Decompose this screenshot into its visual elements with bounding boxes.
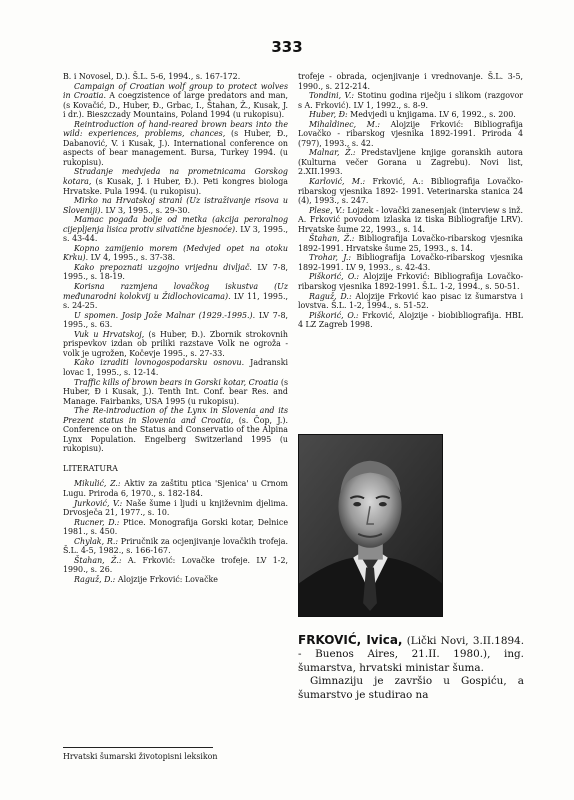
left-column <box>63 72 288 584</box>
reference-details: Stotinu godina riječju i slikom (razgovor s A. Frković). LV 1, 1992., s. 8-9. <box>298 91 523 110</box>
reference-details: A coegzistence of large predators and man, (s Kovačić, D., Huber, Đ., Grbac, I., Štahan, Ž., Kusak, J. i dr.). Bieszczady Mountains, Poland 1994 (u rukopisu). <box>63 91 288 120</box>
reference-details: Alojzije Frković: Bibliografija Lovačko-ribarskog vjesnika 1892-1991. Š.L. 1-2, 1994., s. 50-51. <box>298 272 523 292</box>
reference-entry <box>63 167 288 196</box>
reference-entry <box>63 358 288 377</box>
reference-entry <box>63 556 288 575</box>
reference-entry <box>63 518 288 537</box>
reference-entry <box>63 72 288 82</box>
reference-title: Mamac pogađa bolje od metka (akcija peroralnog cijepljenja lisica protiv silvatične bjesnoće). <box>63 215 288 234</box>
reference-details: Lojzek - lovački zanesenjak (interview s inž. A. Frković povodom izlaska iz tiska Bibliografije LRV). Hrvatske šume 22, 1993., s. 14. <box>298 205 523 234</box>
reference-entry <box>63 330 288 359</box>
reference-details: (s Huber, Đ.). Zbornik strokovnih prispevkov izdan ob priliki razstave Volk ne ogroža - volk je ugrožen, Kočevje 1995., s. 27-33. <box>63 329 288 358</box>
portrait-photo <box>298 434 443 617</box>
reference-details: Bibliografija Lovačko-ribarskog vjesnika 1892-1991. Hrvatske šume 25, 1993., s. 14. <box>298 234 523 253</box>
reference-entry <box>63 196 288 215</box>
reference-details: Ptice. Monografija Gorski kotar, Delnice 1981., s. 450. <box>63 517 288 537</box>
entry-first-paragraph <box>298 634 524 675</box>
reference-title: Jurković, V.: <box>74 498 123 508</box>
reference-title: Malnar, Ž.: <box>309 148 356 158</box>
reference-entry <box>298 91 523 110</box>
reference-title: Stradanje medvjeda na prometnicama Gorskog kotara, <box>63 167 288 187</box>
reference-entry <box>298 234 523 253</box>
reference-title: U spomen. Josip Jože Malnar (1929.-1995.). <box>74 310 256 320</box>
reference-entry <box>298 148 523 177</box>
reference-details: Bibliografija Lovačko-ribarskog vjesnika 1892-1991. LV 9, 1993., s. 42-43. <box>298 253 523 272</box>
reference-title: Chylak, R.: <box>74 536 118 546</box>
reference-title: Štahan, Ž.: <box>74 555 122 565</box>
reference-entry <box>63 215 288 244</box>
page-footer: Hrvatski šumarski životopisni leksikon <box>63 752 218 761</box>
reference-details: Frković, A.: Bibliografija Lovačko-ribarskog vjesnika 1892- 1991. Veterinarska stanica 24 (4), 1993., s. 247. <box>298 177 523 206</box>
reference-title: Tondini, V.: <box>309 91 355 101</box>
reference-title: Raguž, D.: <box>309 291 352 301</box>
reference-entry <box>298 120 523 149</box>
reference-entry <box>63 82 288 120</box>
reference-title: Traffic kills of brown bears in Gorski kotar, Croatia <box>74 377 279 387</box>
reference-details: (s Kusak, J. i Huber, Đ.). Peti kongres biologa Hrvatske. Pula 1994. (u rukopisu). <box>63 177 288 196</box>
reference-details: LV 11, 1995., s. 24-25. <box>63 291 288 311</box>
reference-details: Alojzije Frković kao pisac iz šumarstva i lovstva. Š.L. 1-2, 1994., s. 51-52. <box>298 291 523 311</box>
entry-name: FRKOVIĆ, Ivica, <box>298 633 403 647</box>
bibliography-list <box>63 72 288 454</box>
reference-entry <box>63 406 288 454</box>
reference-entry <box>298 292 523 311</box>
reference-details: (s Huber, Đ., Dabanović, V. i Kusak, J.). International conference on aspects of bear management. Bursa, Turkey 1994. (u rukopisu). <box>63 129 288 167</box>
reference-title: Piškorić, O.: <box>309 272 360 282</box>
reference-details: Priručnik za ocjenjivanje lovačkih trofeja. Š.L. 4-5, 1982., s. 166-167. <box>63 536 288 556</box>
reference-details: Alojzije Frković: Bibliografija Lovačko - ribarskog vjesnika 1892-1991. Priroda 4 (797), 1993., s. 42. <box>298 119 523 148</box>
reference-details: LV 7-8, 1995., s. 63. <box>63 310 288 330</box>
reference-title: Kopno zamijenio morem (Medvjed opet na otoku Krku). <box>63 243 288 263</box>
reference-title: Reintroduction of hand-reared brown bears into the wild: experiences, problems, chances, <box>63 119 288 139</box>
portrait-icon <box>299 435 442 616</box>
reference-entry <box>63 378 288 407</box>
reference-entry <box>298 272 523 291</box>
literature-heading: LITERATURA <box>63 463 118 473</box>
reference-title: The Re-introduction of the Lynx in Slovenia and its Prezent status in Slovenia and Croatia, <box>63 406 288 425</box>
entry-intro: (Lički Novi, 3.II.1894. - Buenos Aires, 21.II. 1980.), ing. šumarstva, hrvatski ministar šuma. <box>298 635 524 674</box>
reference-entry <box>298 311 523 330</box>
entry-continuation: Gimnaziju je završio u Gospiću, a šumarstvo je studirao na <box>298 675 524 701</box>
reference-details: Frković, Alojzije - biobibliografija. HBL 4 LZ Zagreb 1998. <box>298 310 523 330</box>
reference-details: Medvjedi u knjigama. LV 6, 1992., s. 200. <box>347 110 516 120</box>
reference-title: Piškorić, O.: <box>309 310 359 320</box>
reference-details: LV 3, 1995., s. 29-30. <box>102 205 190 215</box>
reference-title: Plese, V.: <box>309 205 345 215</box>
literature-list-continued <box>298 72 523 330</box>
reference-details: trofeje - obrada, ocjenjivanje i vrednovanje. Š.L. 3-5, 1990., s. 212-214. <box>298 72 523 91</box>
reference-entry <box>63 575 288 585</box>
reference-entry <box>298 253 523 272</box>
reference-entry <box>63 499 288 518</box>
reference-details: LV 4, 1995., s. 37-38. <box>88 253 176 263</box>
reference-details: (s Huber, Đ i Kusak, J.). Tenth Int. Conf. bear Res. and Manage. Fairbanks, USA 1995 (u rukopisu). <box>63 377 288 406</box>
reference-title: Kako prepoznati uzgojno vrijednu divljač. <box>74 262 252 272</box>
reference-details: (s. Čop, J.). Conference on the Status and Conservatio of the Alpina Lynx Population. Engelberg Switzerland 1995 (u rukopisu). <box>63 415 288 454</box>
reference-title: Trohar, J.: <box>309 253 352 263</box>
reference-details: Naše šume i ljudi u književnim djelima. Drvosječa 21, 1977., s. 10. <box>63 498 288 518</box>
reference-entry <box>63 244 288 263</box>
reference-title: Štahan, Ž.: <box>309 234 355 244</box>
reference-entry <box>298 110 523 120</box>
reference-title: Kako izraditi lovnogospodarsku osnovu. <box>74 358 245 368</box>
reference-details: LV 7-8, 1995., s. 18-19. <box>63 262 288 282</box>
reference-title: Rucner, D.: <box>74 517 120 527</box>
reference-title: Mikulić, Z.: <box>74 479 121 489</box>
reference-entry <box>298 206 523 235</box>
reference-entry <box>63 537 288 556</box>
reference-details: Jadranski lovac 1, 1995., s. 12-14. <box>63 358 289 377</box>
right-column <box>298 72 523 330</box>
page-number: 333 <box>271 38 303 56</box>
reference-entry <box>63 282 288 311</box>
reference-title: Mirko na Hrvatskoj strani (Uz istraživanje risova u Sloveniji). <box>63 196 288 215</box>
biography-entry <box>298 634 524 702</box>
reference-title: Huber, Đ: <box>309 110 348 120</box>
literature-list <box>63 479 288 584</box>
reference-details: Predstavljene knjige goranskih autora (Kulturna večer Gorana u Zagrebu). Novi list, 2.XII.1993. <box>298 148 523 177</box>
reference-title: Raguž, D.: <box>74 574 116 584</box>
reference-details: Alojzije Frković: Lovačke <box>115 574 218 584</box>
reference-details: B. i Novosel, D.). Š.L. 5-6, 1994., s. 167-172. <box>63 72 241 81</box>
reference-entry <box>63 311 288 330</box>
reference-title: Campaign of Croatian wolf group to protect wolves in Croatia. <box>63 81 288 101</box>
footer-divider <box>63 747 213 748</box>
reference-title: Korisna razmjena lovačkog iskustva (Uz međunarodni kolokvij u Židlochovicama). <box>63 282 288 301</box>
reference-details: LV 3, 1995., s. 43-44. <box>63 224 288 244</box>
reference-details: A. Frković: Lovačke trofeje. LV 1-2, 1990., s. 26. <box>63 555 288 575</box>
reference-entry <box>63 479 288 498</box>
reference-entry <box>298 72 523 91</box>
reference-entry <box>63 120 288 168</box>
reference-entry <box>63 263 288 282</box>
reference-title: Vuk u Hrvatskoj, <box>74 329 145 339</box>
reference-entry <box>298 177 523 206</box>
reference-title: Mihaldinec, M.: <box>309 119 381 129</box>
reference-title: Karlović, M.: <box>309 177 366 187</box>
reference-details: Aktiv za zaštitu ptica 'Sjenica' u Crnom Lugu. Priroda 6, 1970., s. 182-184. <box>63 479 289 498</box>
